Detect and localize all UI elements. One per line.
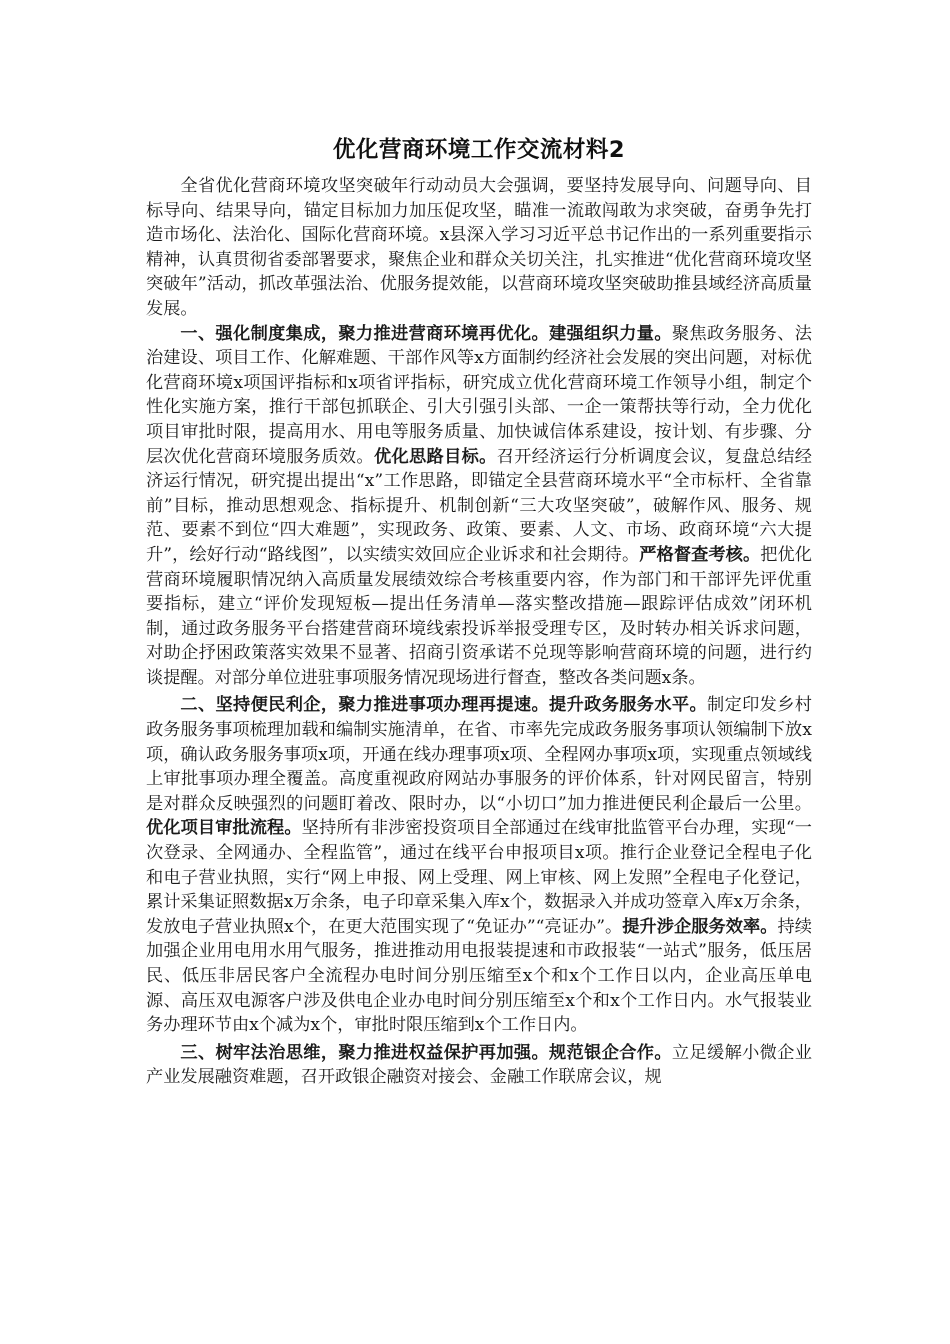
subheading: 优化项目审批流程。 (146, 818, 302, 839)
text-run: 全省优化营商环境攻坚突破年行动动员大会强调，要坚持发展导向、问题导向、目标导向、结果导向，锚定目标加力加压促攻坚，瞄准一流敢闯敢为求突破，奋勇争先打造市场化、法治化、国际化营商环境。x县深入学习习近平总书记作出的一系列重要指示精神，认真贯彻省委部署要求，聚焦企业和群众关切关注，扎实推进“优化营商环境攻坚突破年”活动，抓改革强法治、优服务提效能，以营商环境攻坚突破助推县域经济高质量发展。 (146, 176, 812, 319)
paragraph-section-2 (146, 693, 812, 1037)
text-run: 制定印发乡村政务服务事项梳理加载和编制实施清单，在省、市率先完成政务服务事项认领编制下放x项，确认政务服务事项x项，开通在线办理事项x项、全程网办事项x项，实现重点领域线上审批事项办理全覆盖。高度重视政府网站办事服务的评价体系，针对网民留言，特别是对群众反映强烈的问题盯着改、限时办，以“小切口”加力推进便民利企最后一公里。 (146, 695, 812, 814)
text-run: 把优化营商环境履职情况纳入高质量发展绩效综合考核重要内容，作为部门和干部评先评优重要指标，建立“评价发现短板—提出任务清单—落实整改措施—跟踪评估成效”闭环机制，通过政务服务平台搭建营商环境线索投诉举报受理专区，及时转办相关诉求问题，对助企抒困政策落实效果不显著、招商引资承诺不兑现等影响营商环境的问题，进行约谈提醒。对部分单位进驻事项服务情况现场进行督查，整改各类问题x条。 (146, 544, 812, 688)
section-heading: 二、坚持便民利企，聚力推进事项办理再提速。提升政务服务水平。 (180, 695, 708, 716)
paragraph-section-1 (146, 322, 812, 691)
text-run: 持续加强企业用电用水用气服务，推进推动用电报装提速和市政报装“一站式”服务，低压居民、低压非居民客户全流程办电时间分别压缩至x个和x个工作日以内，企业高压单电源、高压双电源客户涉及供电企业办电时间分别压缩至x个和x个工作日内。水气报装业务办理环节由x个减为x个，审批时限压缩到x个工作日内。 (146, 916, 812, 1036)
subheading: 严格督查考核。 (639, 544, 761, 565)
paragraph-section-3 (146, 1041, 812, 1090)
document-title: 优化营商环境工作交流材料2 (332, 137, 626, 163)
text-run: 召开经济运行分析调度会议，复盘总结经济运行情况，研究提出提出“x”工作思路，即锚定全县营商环境水平“全市标杆、全省靠前”目标，推动思想观念、指标提升、机制创新“三大攻坚突破”，破解作风、服务、规范、要素不到位“四大难题”，实现政务、政策、要素、人文、市场、政商环境“六大提升”，绘好行动“路线图”，以实绩实效回应企业诉求和社会期待。 (146, 446, 812, 565)
text-run: 聚焦政务服务、法治建设、项目工作、化解难题、干部作风等x方面制约经济社会发展的突出问题，对标优化营商环境x项国评指标和x项省评指标，研究成立优化营商环境工作领导小组，制定个性化实施方案，推行干部包抓联企、引大引强引头部、一企一策帮扶等行动，全力优化项目审批时限，提高用水、用电等服务质量、加快诚信体系建设，按计划、有步骤、分层次优化营商环境服务质效。 (146, 323, 812, 467)
document-page (146, 128, 812, 1090)
section-heading: 一、强化制度集成，聚力推进营商环境再优化。建强组织力量。 (180, 323, 672, 344)
subheading: 提升涉企服务效率。 (622, 916, 778, 937)
paragraph-intro (146, 174, 812, 322)
section-heading: 三、树牢法治思维，聚力推进权益保护再加强。规范银企合作。 (180, 1042, 672, 1063)
text-run: 立足缓解小微企业产业发展融资难题，召开政银企融资对接会、金融工作联席会议，规 (146, 1042, 812, 1088)
text-run: 坚持所有非涉密投资项目全部通过在线审批监管平台办理，实现“一次登录、全网通办、全程监管”，通过在线平台申报项目x项。推行企业登记全程电子化和电子营业执照，实行“网上申报、网上受理、网上审核、网上发照”全程电子化登记，累计采集证照数据x万余条，电子印章采集入库x个，数据录入并成功签章入库x万余条，发放电子营业执照x个，在更大范围实现了“免证办”“亮证办”。 (146, 818, 812, 937)
subheading: 优化思路目标。 (373, 446, 497, 467)
